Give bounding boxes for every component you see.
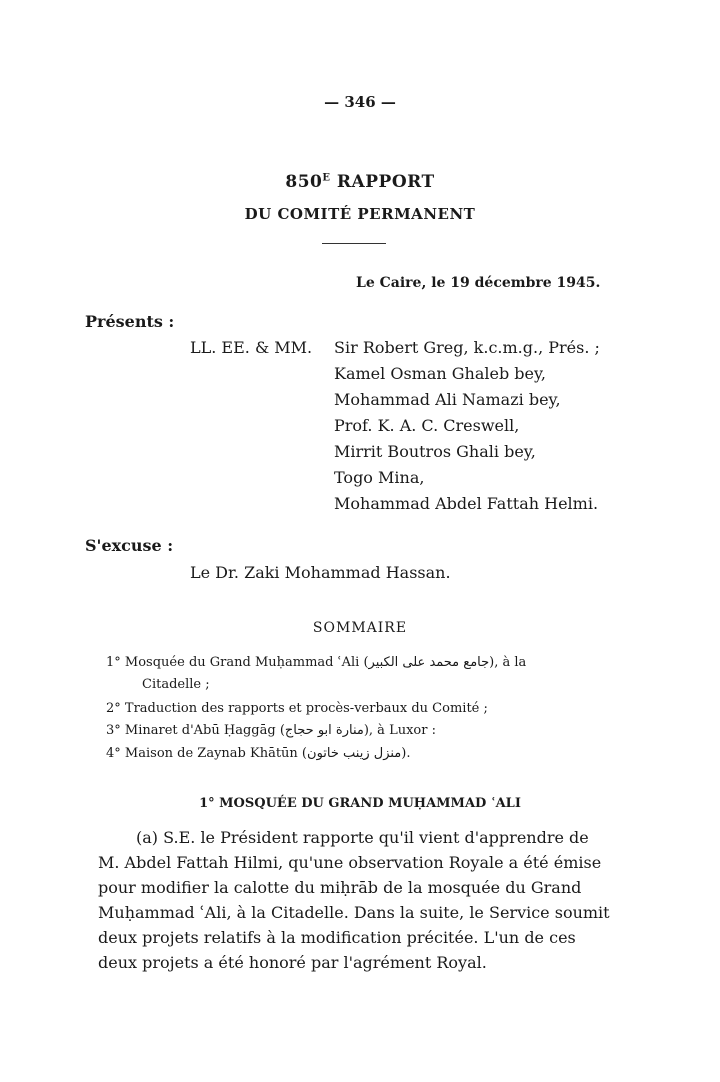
sommaire-item-3 xyxy=(106,723,436,738)
report-title-word: RAPPORT xyxy=(330,172,435,192)
sommaire-text: Minaret d'Abū Ḥaggāg ( xyxy=(124,723,285,738)
paragraph-line: deux projets relatifs à la modification précitée. L'un de ces xyxy=(98,928,576,947)
member-mina: Togo Mina, xyxy=(334,468,425,487)
sommaire-arabic: جامع محمد على الكبير xyxy=(368,655,490,670)
report-title xyxy=(0,172,720,192)
sommaire-item-1 xyxy=(106,655,526,670)
paragraph-line: (a) S.E. le Président rapporte qu'il vient d'apprendre de xyxy=(136,828,589,847)
paragraph-line: deux projets a été honoré par l'agrément Royal. xyxy=(98,953,487,972)
sommaire-text-after: ), à Luxor : xyxy=(363,723,436,738)
member-creswell: Prof. K. A. C. Creswell, xyxy=(334,416,520,435)
title-divider xyxy=(322,243,386,244)
presents-label: Présents : xyxy=(85,312,175,331)
sommaire-item-2 xyxy=(106,701,488,716)
sommaire-arabic: منارة ابو حجاج xyxy=(284,723,364,738)
sommaire-text: Maison de Zaynab Khātūn ( xyxy=(124,746,308,761)
sommaire-text: Mosquée du Grand Muḥammad ʿAli ( xyxy=(124,655,369,670)
members-lead: LL. EE. & MM. xyxy=(190,338,313,357)
paragraph-line: pour modifier la calotte du miḥrāb de la mosquée du Grand xyxy=(98,878,582,897)
sommaire-num: 2° xyxy=(106,701,121,716)
page-number: — 346 — xyxy=(324,93,396,111)
member-ghaleb: Kamel Osman Ghaleb bey, xyxy=(334,364,547,383)
sommaire-num: 3° xyxy=(106,723,121,738)
report-subtitle: DU COMITÉ PERMANENT xyxy=(244,205,476,223)
member-greg: Sir Robert Greg, k.c.m.g., Prés. ; xyxy=(334,338,600,357)
section-heading: 1° MOSQUÉE DU GRAND MUḤAMMAD ʿALI xyxy=(199,796,521,811)
report-ordinal-sup: E xyxy=(322,172,331,184)
paragraph-line: M. Abdel Fattah Hilmi, qu'une observation Royale a été émise xyxy=(98,853,602,872)
sommaire-num: 4° xyxy=(106,746,121,761)
sommaire-item-4 xyxy=(106,746,410,761)
sommaire-arabic: منزل زينب خاتون xyxy=(307,746,402,761)
sommaire-text-after: ), à la xyxy=(489,655,527,670)
sommaire-num: 1° xyxy=(106,655,121,670)
member-helmi: Mohammad Abdel Fattah Helmi. xyxy=(334,494,599,513)
sommaire-item-1-cont: Citadelle ; xyxy=(142,677,210,692)
excuse-label: S'excuse : xyxy=(85,536,174,555)
excuse-name: Le Dr. Zaki Mohammad Hassan. xyxy=(190,563,451,582)
paragraph-line: Muḥammad ʿAli, à la Citadelle. Dans la suite, le Service soumit xyxy=(98,903,610,922)
member-ghali: Mirrit Boutros Ghali bey, xyxy=(334,442,536,461)
sommaire-title: SOMMAIRE xyxy=(312,620,408,636)
sommaire-text-after: ). xyxy=(401,746,411,761)
member-namazi: Mohammad Ali Namazi bey, xyxy=(334,390,561,409)
report-number: 850 xyxy=(285,172,323,192)
report-date: Le Caire, le 19 décembre 1945. xyxy=(356,275,601,291)
sommaire-text: Traduction des rapports et procès-verbaux du Comité ; xyxy=(124,701,488,716)
